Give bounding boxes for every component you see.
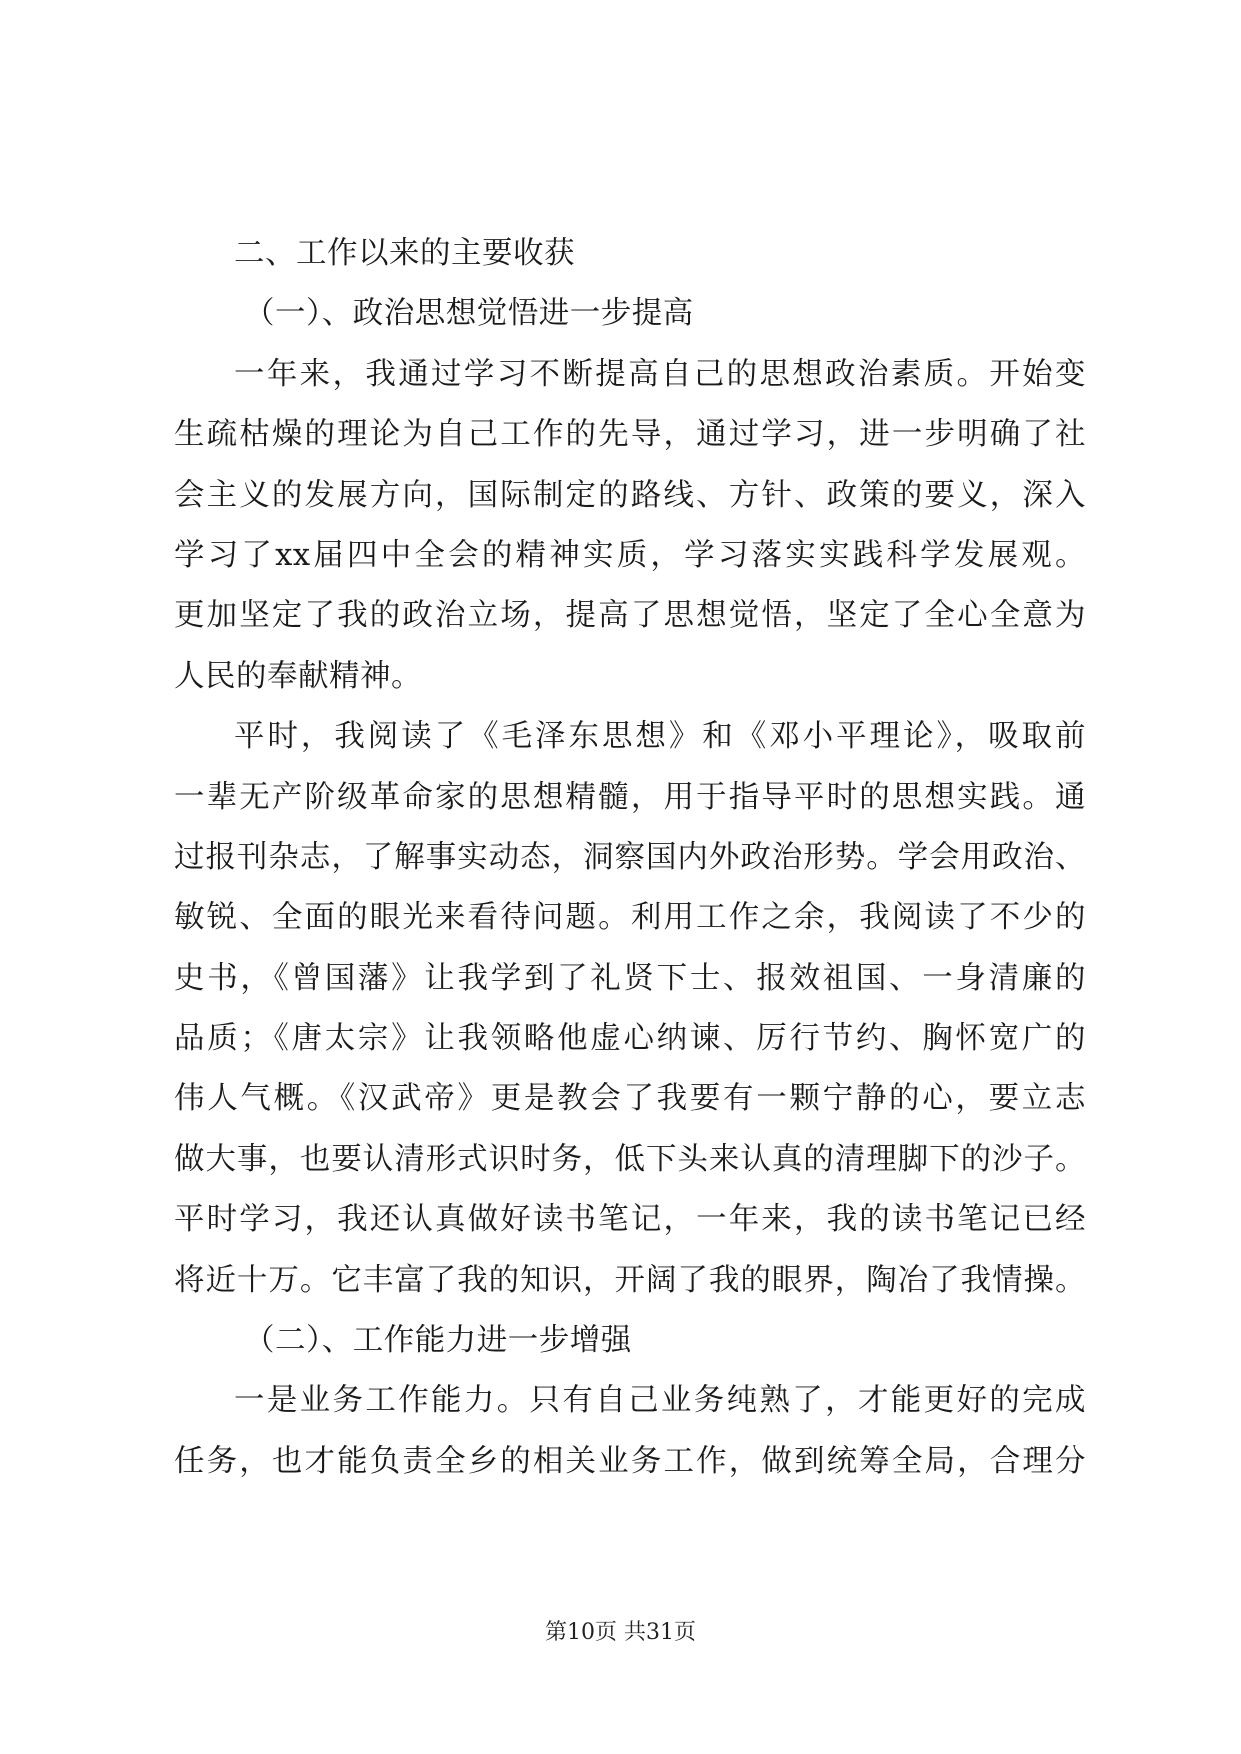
- document-body: [174, 224, 1086, 1492]
- paragraph-line: 一是业务工作能力。只有自己业务纯熟了，才能更好的完成: [234, 1383, 1086, 1419]
- paragraph-line: 任务，也才能负责全乡的相关业务工作，做到统筹全局，合理分: [174, 1443, 1086, 1479]
- paragraph-line: 过报刊杂志，了解事实动态，洞察国内外政治形势。学会用政治、: [174, 839, 1086, 875]
- paragraph-line: 更加坚定了我的政治立场，提高了思想觉悟，坚定了全心全意为: [174, 598, 1086, 634]
- paragraph-line: 敏锐、全面的眼光来看待问题。利用工作之余，我阅读了不少的: [174, 900, 1086, 936]
- paragraph-line: 平时，我阅读了《毛泽东思想》和《邓小平理论》，吸取前: [234, 719, 1086, 755]
- paragraph-line: 史书，《曾国藩》让我学到了礼贤下士、报效祖国、一身清廉的: [174, 960, 1086, 996]
- paragraph-line: 将近十万。它丰富了我的知识，开阔了我的眼界，陶冶了我情操。: [174, 1262, 1086, 1298]
- paragraph-line: 品质；《唐太宗》让我领略他虚心纳谏、厉行节约、胸怀宽广的: [174, 1021, 1086, 1057]
- paragraph-line: 人民的奉献精神。: [174, 658, 422, 694]
- section-heading: 二、工作以来的主要收获: [234, 236, 575, 271]
- paragraph-line: 一辈无产阶级革命家的思想精髓，用于指导平时的思想实践。通: [174, 779, 1086, 815]
- subsection-heading-1: （一）、政治思想觉悟进一步提高: [244, 296, 694, 332]
- paragraph-line: 平时学习，我还认真做好读书笔记，一年来，我的读书笔记已经: [174, 1202, 1086, 1238]
- paragraph-line: 伟人气概。《汉武帝》更是教会了我要有一颗宁静的心，要立志: [174, 1081, 1086, 1117]
- page-footer: 第10页 共31页: [545, 1620, 696, 1645]
- paragraph-line: 学习了xx届四中全会的精神实质，学习落实实践科学发展观。: [174, 537, 1086, 573]
- paragraph-line: 会主义的发展方向，国际制定的路线、方针、政策的要义，深入: [174, 477, 1086, 513]
- paragraph-line: 做大事，也要认清形式识时务，低下头来认真的清理脚下的沙子。: [174, 1141, 1086, 1177]
- paragraph-line: 一年来，我通过学习不断提高自己的思想政治素质。开始变: [234, 356, 1086, 392]
- paragraph-line: 生疏枯燥的理论为自己工作的先导，通过学习，进一步明确了社: [174, 417, 1086, 453]
- subsection-heading-2: （二）、工作能力进一步增强: [244, 1323, 632, 1359]
